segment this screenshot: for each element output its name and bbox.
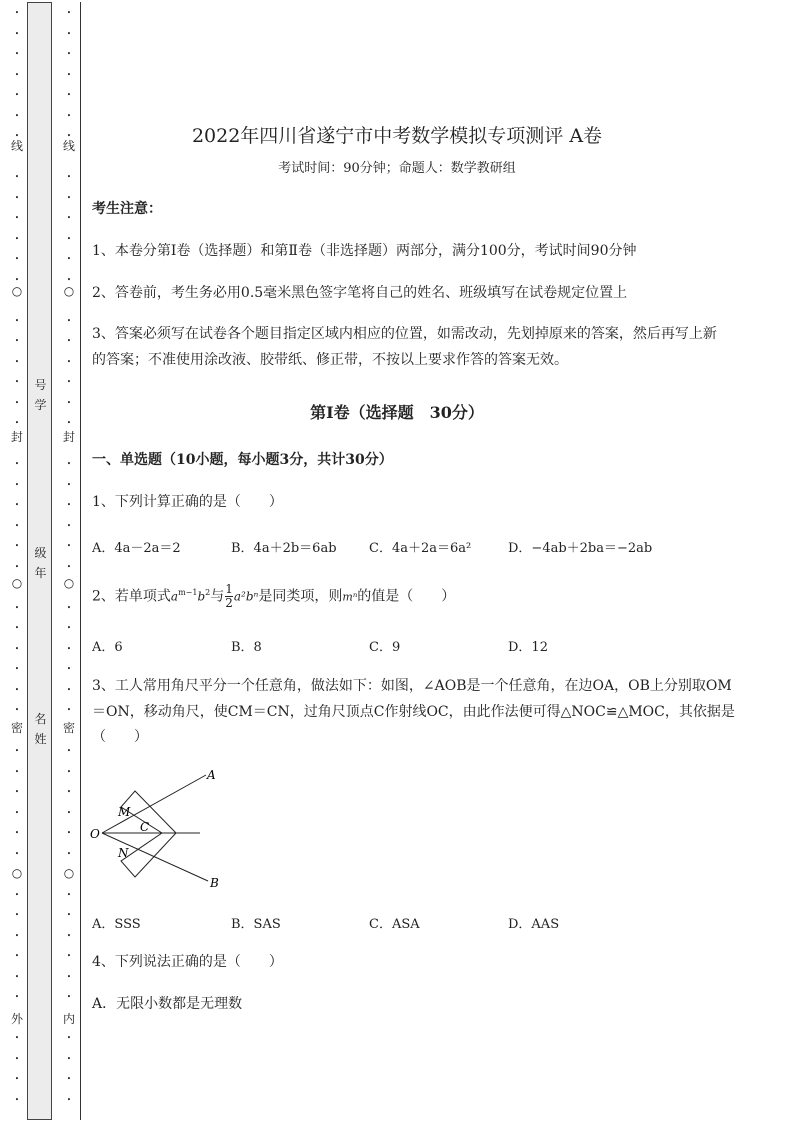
field-label-3: 级 [34,546,47,560]
binding-dot: • [66,890,72,899]
outer-binding-label-5: ○ [11,866,23,880]
binding-dot: • [66,357,72,366]
binding-dot: • [14,9,20,17]
inner-binding-label-6: 内 [62,1012,75,1026]
label-n: N [118,846,129,860]
outer-binding-label-0: 线 [10,139,23,153]
binding-dot: • [14,193,20,202]
binding-dot: • [14,460,20,468]
binding-dot: • [66,91,72,99]
binding-dot: • [66,337,72,345]
outer-binding-label-6: 外 [10,1012,23,1026]
outer-binding-label-4: 密 [10,721,23,735]
binding-dot: • [66,1054,72,1063]
question-3-line1: 3、工人常用角尺平分一个任意角，做法如下：如图，∠AOB是一个任意角，在边OA，OB上分别取OM [92,678,732,694]
binding-dot: • [66,111,72,120]
binding-dot: • [14,849,20,858]
question-2-stem [92,580,455,611]
q2-text-c: 的值是（ ） [357,588,456,605]
q2-text-a: 2、若单项式 [92,588,171,605]
label-a: A [207,768,216,782]
binding-dot: • [66,50,72,58]
binding-dot: • [14,706,20,714]
field-label-5: 名 [34,712,47,726]
binding-dot: • [14,214,20,222]
binding-dot: • [14,829,20,837]
question-2-option-a: A．6 [92,640,123,655]
question-3-line3: （ ） [92,729,148,745]
binding-dot: • [14,890,20,899]
exam-subtitle: 考试时间：90分钟；命题人：数学教研组 [278,161,516,176]
binding-dot: • [14,480,20,489]
binding-dot: • [14,398,20,407]
binding-dot: • [66,501,72,509]
binding-dot: • [66,1075,72,1083]
binding-dot: • [66,1034,72,1042]
question-2-option-c: C．9 [369,640,401,655]
binding-dot: • [66,685,72,694]
binding-dot: • [14,952,20,960]
q2-term3: mⁿ [342,590,358,604]
binding-dot: • [66,9,72,17]
binding-dot: • [66,193,72,202]
binding-dot: • [66,993,72,1001]
field-label-4: 年 [34,566,47,580]
label-b: B [210,876,219,890]
binding-dot: • [14,1034,20,1042]
binding-dot: • [66,214,72,222]
q2-term1-b: b [197,589,206,604]
field-label-1: 号 [34,378,47,392]
binding-dot: • [66,542,72,550]
notice-item: 1、本卷分第I卷（选择题）和第Ⅱ卷（非选择题）两部分，满分100分，考试时间90分钟 [92,243,637,259]
binding-dot: • [66,419,72,427]
inner-binding-label-1: ○ [63,284,75,298]
binding-dot: • [14,808,20,817]
binding-dot: • [66,29,72,38]
binding-dot: • [14,132,20,140]
q2-term1-b-exp: 2 [205,588,211,597]
section-title: 第I卷（选择题 30分） [310,403,484,422]
binding-dot: • [66,849,72,858]
binding-dot: • [66,972,72,981]
question-3-option-b: B．SAS [231,917,281,932]
binding-dot: • [66,665,72,673]
binding-dot: • [14,542,20,550]
binding-dot: • [14,255,20,263]
q2-term2: a²bⁿ [233,589,259,604]
question-4-stem: 4、下列说法正确的是（ ） [92,954,283,970]
question-1-option-d: D．−4ab＋2ba＝−2ab [508,541,653,556]
binding-dot: • [66,706,72,714]
outer-binding-label-2: 封 [10,430,23,444]
binding-dot: • [66,952,72,960]
label-m: M [118,805,131,819]
binding-dot: • [14,1054,20,1063]
question-4-option-a: A．无限小数都是无理数 [92,996,243,1012]
field-label-2: 学 [34,398,47,412]
outer-binding-label-1: ○ [11,284,23,298]
binding-dot: • [14,378,20,386]
binding-dot: • [66,931,72,940]
binding-dot: • [14,337,20,345]
notice-heading: 考生注意： [92,201,162,217]
q2-text-b: 是同类项，则 [258,588,343,605]
binding-dot: • [14,419,20,427]
binding-dot: • [14,562,20,571]
inner-binding-label-5: ○ [63,866,75,880]
inner-binding-label-0: 线 [62,139,75,153]
binding-dot: • [66,132,72,140]
question-1-option-c: C．4a＋2a＝6a² [369,541,472,556]
field-label-6: 姓 [34,732,47,746]
binding-dot: • [66,1095,72,1104]
binding-dot: • [66,747,72,755]
question-1-option-a: A．4a－2a＝2 [92,541,181,556]
inner-binding-label-3: ○ [63,576,75,590]
binding-dot: • [66,788,72,796]
binding-dot: • [66,767,72,776]
question-2-option-b: B．8 [231,640,262,655]
binding-dot: • [14,665,20,673]
binding-dot: • [14,316,20,325]
question-1-option-b: B．4a＋2b＝6ab [231,541,337,556]
binding-dot: • [66,644,72,653]
binding-dot: • [14,29,20,38]
binding-dot: • [14,111,20,120]
binding-dot: • [14,275,20,284]
label-c: C [140,820,150,834]
outer-binding-label-3: ○ [11,576,23,590]
binding-dot: • [14,931,20,940]
binding-dot: • [14,357,20,366]
question-3-option-d: D．AAS [508,917,560,932]
ray-oa [102,775,206,833]
binding-dot: • [66,808,72,817]
ruler-lower-arm [121,833,176,877]
binding-dot: • [66,624,72,632]
binding-dot: • [66,378,72,386]
binding-dot: • [14,624,20,632]
angle-ruler-figure [88,765,233,895]
binding-dot: • [14,767,20,776]
question-2-option-d: D．12 [508,640,548,655]
part-heading: 一、单选题（10小题，每小题3分，共计30分） [92,452,393,468]
binding-dot: • [66,480,72,489]
question-1-stem: 1、下列计算正确的是（ ） [92,494,283,510]
binding-dot: • [66,316,72,325]
binding-dot: • [14,50,20,58]
binding-dot: • [14,993,20,1001]
binding-dot: • [14,747,20,755]
q2-mid: 与 [210,588,225,605]
binding-dot: • [14,685,20,694]
binding-dot: • [66,255,72,263]
binding-dot: • [66,521,72,530]
binding-dot: • [66,460,72,468]
binding-dot: • [66,173,72,181]
binding-dot: • [14,173,20,181]
label-o: O [90,827,100,841]
binding-dot: • [14,70,20,79]
question-3-option-a: A．SSS [92,917,141,932]
binding-dot: • [66,562,72,571]
question-3-option-c: C．ASA [369,917,420,932]
binding-dot: • [66,911,72,919]
binding-dot: • [66,398,72,407]
binding-dot: • [66,829,72,837]
notice-item: 2、答卷前，考生务必用0.5毫米黑色签字笔将自己的姓名、班级填写在试卷规定位置上 [92,285,628,301]
q2-frac-den: 2 [225,596,233,611]
q2-term1: a [170,589,179,604]
binding-dot: • [14,1095,20,1104]
binding-dot: • [14,788,20,796]
binding-dot: • [66,70,72,79]
q2-term1-exp: m−1 [178,588,198,597]
inner-binding-label-4: 密 [62,721,75,735]
binding-dot: • [14,234,20,243]
binding-dot: • [14,91,20,99]
binding-dot: • [66,275,72,284]
notice-item: 3、答案必须写在试卷各个题目指定区域内相应的位置，如需改动，先划掉原来的答案，然后再写上新 [92,326,717,342]
binding-dot: • [14,1075,20,1083]
binding-dot: • [14,972,20,981]
notice-item: 的答案；不准使用涂改液、胶带纸、修正带，不按以上要求作答的答案无效。 [92,352,568,368]
binding-dot: • [14,521,20,530]
binding-dot: • [14,644,20,653]
q2-fraction [225,583,233,610]
q2-frac-num: 1 [225,582,233,597]
binding-dot: • [14,911,20,919]
inner-binding-label-2: 封 [62,430,75,444]
exam-title: 2022年四川省遂宁市中考数学模拟专项测评 A卷 [191,125,603,147]
question-3-line2: ＝ON，移动角尺，使CM＝CN，过角尺顶点C作射线OC，由此作法便可得△NOC≌△MOC，其依据是 [92,704,735,720]
binding-dot: • [66,603,72,612]
binding-dot: • [14,603,20,612]
binding-dot: • [14,501,20,509]
binding-dot: • [66,234,72,243]
